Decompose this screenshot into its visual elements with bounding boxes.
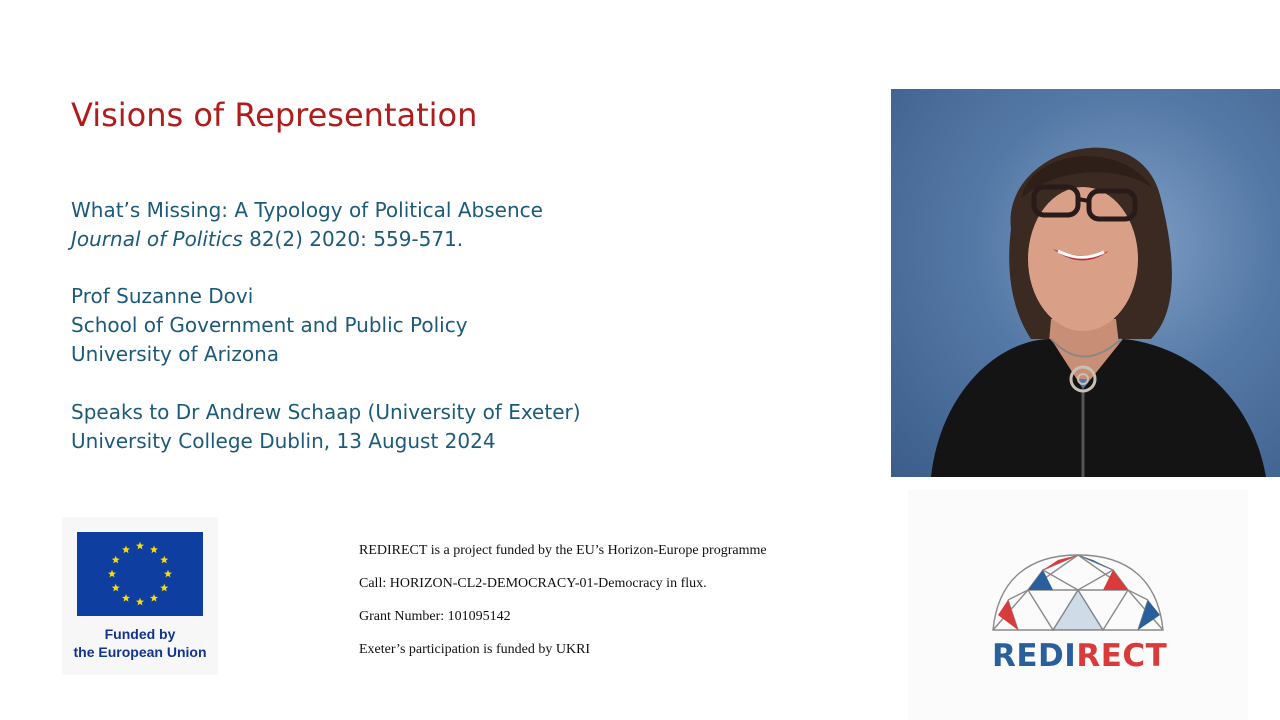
- eu-star-icon: [122, 546, 130, 554]
- event-line-2: University College Dublin, 13 August 2024: [71, 429, 496, 453]
- funding-line: Exeter’s participation is funded by UKRI: [359, 642, 591, 657]
- paper-title: What’s Missing: A Typology of Political Absence: [71, 198, 543, 222]
- eu-star-icon: [112, 584, 120, 592]
- citation-details: 82(2) 2020: 559-571.: [242, 227, 464, 251]
- eu-star-icon: [136, 598, 144, 606]
- redirect-wordmark: [992, 638, 1167, 674]
- eu-star-icon: [160, 556, 168, 564]
- eu-star-icon: [112, 556, 120, 564]
- speaker-photo: [891, 89, 1280, 477]
- speaker-info: [71, 282, 468, 369]
- eu-star-icon: [136, 542, 144, 550]
- speaker-university: University of Arizona: [71, 342, 280, 366]
- speaker-name: Prof Suzanne Dovi: [71, 284, 254, 308]
- eu-star-icon: [108, 570, 116, 578]
- funding-line: REDIRECT is a project funded by the EU’s Horizon-Europe programme: [359, 543, 767, 558]
- eu-caption-line-2: the European Union: [73, 644, 207, 660]
- paper-citation: [71, 225, 543, 254]
- funding-statement: [359, 540, 767, 672]
- slide-title: Visions of Representation: [71, 96, 478, 134]
- eu-funding-caption: [62, 625, 218, 661]
- eu-caption-line-1: Funded by: [104, 626, 176, 642]
- funding-line: Grant Number: 101095142: [359, 609, 511, 624]
- speaker-department: School of Government and Public Policy: [71, 313, 468, 337]
- paper-reference: [71, 196, 543, 254]
- redirect-logo: [908, 490, 1248, 720]
- geodesic-dome-icon: [908, 490, 1248, 640]
- eu-star-icon: [122, 594, 130, 602]
- wordmark-part-1: REDI: [992, 638, 1077, 674]
- funding-line: Call: HORIZON-CL2-DEMOCRACY-01-Democracy in flux.: [359, 576, 707, 591]
- event-info: [71, 398, 581, 456]
- eu-star-icon: [150, 594, 158, 602]
- wordmark-part-2: RECT: [1076, 638, 1168, 674]
- eu-star-icon: [150, 546, 158, 554]
- eu-star-icon: [164, 570, 172, 578]
- journal-name: Journal of Politics: [71, 227, 243, 251]
- event-line-1: Speaks to Dr Andrew Schaap (University of Exeter): [71, 400, 581, 424]
- eu-flag-icon: [77, 532, 203, 616]
- eu-star-icon: [160, 584, 168, 592]
- eu-funding-logo: [62, 517, 218, 675]
